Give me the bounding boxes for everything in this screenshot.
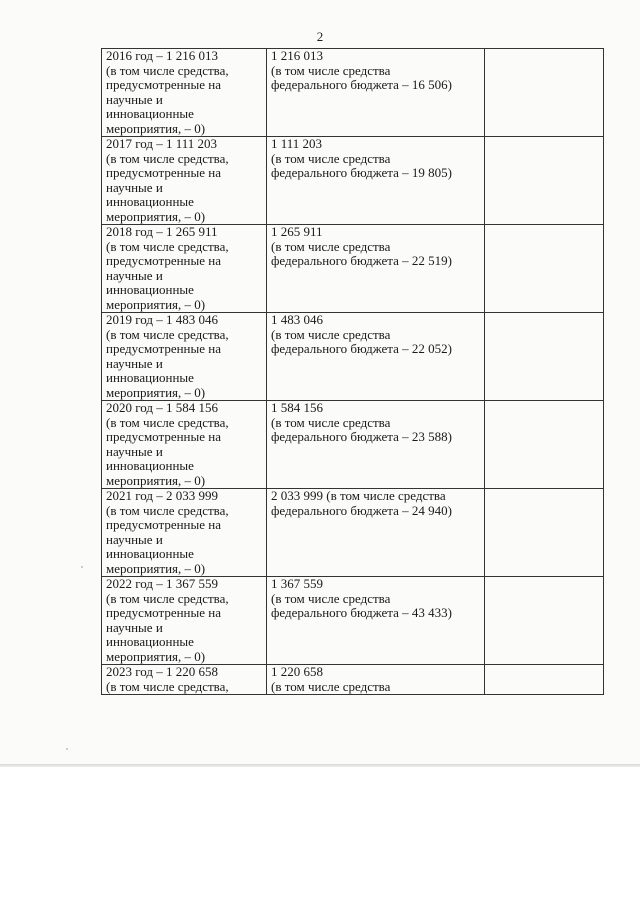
funding-detail-cell bbox=[267, 489, 485, 577]
empty-cell bbox=[485, 313, 604, 401]
empty-cell bbox=[485, 49, 604, 137]
cell-text-line: инновационные bbox=[106, 634, 194, 649]
cell-text-line: инновационные bbox=[106, 370, 194, 385]
empty-cell bbox=[485, 137, 604, 225]
cell-text-line: 2021 год – 2 033 999 bbox=[106, 488, 218, 503]
cell-text-line: 2016 год – 1 216 013 bbox=[106, 48, 218, 63]
cell-text-line: 2 033 999 (в том числе средства bbox=[271, 488, 446, 503]
funding-table bbox=[101, 48, 604, 695]
cell-text-line: научные и bbox=[106, 267, 163, 283]
cell-text-line: 2017 год – 1 111 203 bbox=[106, 136, 218, 151]
cell-text-line: инновационные bbox=[106, 458, 194, 473]
cell-text-line: (в том числе средства, bbox=[106, 502, 229, 518]
cell-text-line: федерального бюджета – 22 519) bbox=[271, 253, 452, 268]
cell-text-line: научные и bbox=[106, 179, 163, 195]
funding-detail-cell bbox=[267, 137, 485, 225]
cell-text-line: (в том числе средства, bbox=[106, 590, 229, 606]
cell-text-line: (в том числе средства, bbox=[106, 62, 229, 78]
scan-speck bbox=[66, 748, 68, 750]
cell-text-line: (в том числе средства, bbox=[106, 238, 229, 254]
cell-text-line: научные и bbox=[106, 355, 163, 371]
cell-text-line: (в том числе средства bbox=[271, 590, 391, 606]
table-row bbox=[102, 137, 604, 225]
year-total-cell bbox=[102, 225, 267, 313]
cell-text-line: научные и bbox=[106, 443, 163, 459]
cell-text-line: 1 220 658 bbox=[271, 664, 323, 679]
cell-text-line: мероприятия, – 0) bbox=[106, 560, 206, 576]
cell-text-line: мероприятия, – 0) bbox=[106, 296, 206, 312]
cell-text-line: федерального бюджета – 24 940) bbox=[271, 502, 452, 518]
scan-bottom-edge bbox=[0, 764, 640, 767]
cell-text-line: 2019 год – 1 483 046 bbox=[106, 312, 218, 327]
scan-speck bbox=[81, 566, 83, 568]
funding-detail-cell bbox=[267, 313, 485, 401]
cell-text-line: предусмотренные на bbox=[106, 165, 222, 180]
cell-text-line: (в том числе средства, bbox=[106, 414, 229, 430]
cell-text-line: (в том числе средства, bbox=[106, 678, 229, 694]
cell-text-line: (в том числе средства bbox=[271, 150, 391, 166]
funding-table-body bbox=[102, 49, 604, 695]
empty-cell bbox=[485, 225, 604, 313]
cell-text-line: предусмотренные на bbox=[106, 517, 222, 532]
year-total-cell bbox=[102, 137, 267, 225]
cell-text-line: предусмотренные на bbox=[106, 605, 222, 620]
table-row bbox=[102, 313, 604, 401]
year-total-cell bbox=[102, 665, 267, 695]
year-total-cell bbox=[102, 313, 267, 401]
cell-text-line: федерального бюджета – 23 588) bbox=[271, 429, 452, 444]
cell-text-line: (в том числе средства, bbox=[106, 326, 229, 342]
cell-text-line: научные и bbox=[106, 91, 163, 107]
funding-detail-cell bbox=[267, 577, 485, 665]
empty-cell bbox=[485, 489, 604, 577]
cell-text-line: предусмотренные на bbox=[106, 429, 222, 444]
cell-text-line: (в том числе средства bbox=[271, 238, 391, 254]
cell-text-line: 2020 год – 1 584 156 bbox=[106, 400, 218, 415]
page-number: 2 bbox=[316, 29, 324, 44]
cell-text-line: предусмотренные на bbox=[106, 341, 222, 356]
cell-text-line: (в том числе средства bbox=[271, 414, 391, 430]
year-total-cell bbox=[102, 401, 267, 489]
table-row bbox=[102, 577, 604, 665]
table-row bbox=[102, 489, 604, 577]
cell-text-line: инновационные bbox=[106, 194, 194, 209]
cell-text-line: инновационные bbox=[106, 546, 194, 561]
funding-detail-cell bbox=[267, 49, 485, 137]
cell-text-line: федерального бюджета – 22 052) bbox=[271, 341, 452, 356]
cell-text-line: научные и bbox=[106, 531, 163, 547]
cell-text-line: (в том числе средства bbox=[271, 678, 391, 694]
cell-text-line: 1 265 911 bbox=[271, 224, 323, 239]
year-total-cell bbox=[102, 489, 267, 577]
table-row bbox=[102, 665, 604, 695]
cell-text-line: федерального бюджета – 43 433) bbox=[271, 605, 452, 620]
empty-cell bbox=[485, 665, 604, 695]
cell-text-line: федерального бюджета – 19 805) bbox=[271, 165, 452, 180]
cell-text-line: мероприятия, – 0) bbox=[106, 384, 206, 400]
cell-text-line: (в том числе средства bbox=[271, 326, 391, 342]
year-total-cell bbox=[102, 577, 267, 665]
table-row bbox=[102, 49, 604, 137]
cell-text-line: 2018 год – 1 265 911 bbox=[106, 224, 218, 239]
empty-cell bbox=[485, 401, 604, 489]
funding-detail-cell bbox=[267, 401, 485, 489]
year-total-cell bbox=[102, 49, 267, 137]
cell-text-line: мероприятия, – 0) bbox=[106, 208, 206, 224]
cell-text-line: 1 111 203 bbox=[271, 136, 323, 151]
table-row bbox=[102, 225, 604, 313]
cell-text-line: мероприятия, – 0) bbox=[106, 648, 206, 664]
cell-text-line: (в том числе средства, bbox=[106, 150, 229, 166]
cell-text-line: инновационные bbox=[106, 106, 194, 121]
cell-text-line: 2023 год – 1 220 658 bbox=[106, 664, 218, 679]
cell-text-line: научные и bbox=[106, 619, 163, 635]
cell-text-line: 2022 год – 1 367 559 bbox=[106, 576, 218, 591]
cell-text-line: инновационные bbox=[106, 282, 194, 297]
cell-text-line: предусмотренные на bbox=[106, 77, 222, 92]
cell-text-line: мероприятия, – 0) bbox=[106, 472, 206, 488]
cell-text-line: 1 367 559 bbox=[271, 576, 323, 591]
funding-detail-cell bbox=[267, 225, 485, 313]
cell-text-line: 1 216 013 bbox=[271, 48, 323, 63]
cell-text-line: мероприятия, – 0) bbox=[106, 120, 206, 136]
funding-detail-cell bbox=[267, 665, 485, 695]
cell-text-line: 1 483 046 bbox=[271, 312, 323, 327]
empty-cell bbox=[485, 577, 604, 665]
cell-text-line: 1 584 156 bbox=[271, 400, 323, 415]
table-row bbox=[102, 401, 604, 489]
cell-text-line: федерального бюджета – 16 506) bbox=[271, 77, 452, 92]
cell-text-line: предусмотренные на bbox=[106, 253, 222, 268]
cell-text-line: (в том числе средства bbox=[271, 62, 391, 78]
